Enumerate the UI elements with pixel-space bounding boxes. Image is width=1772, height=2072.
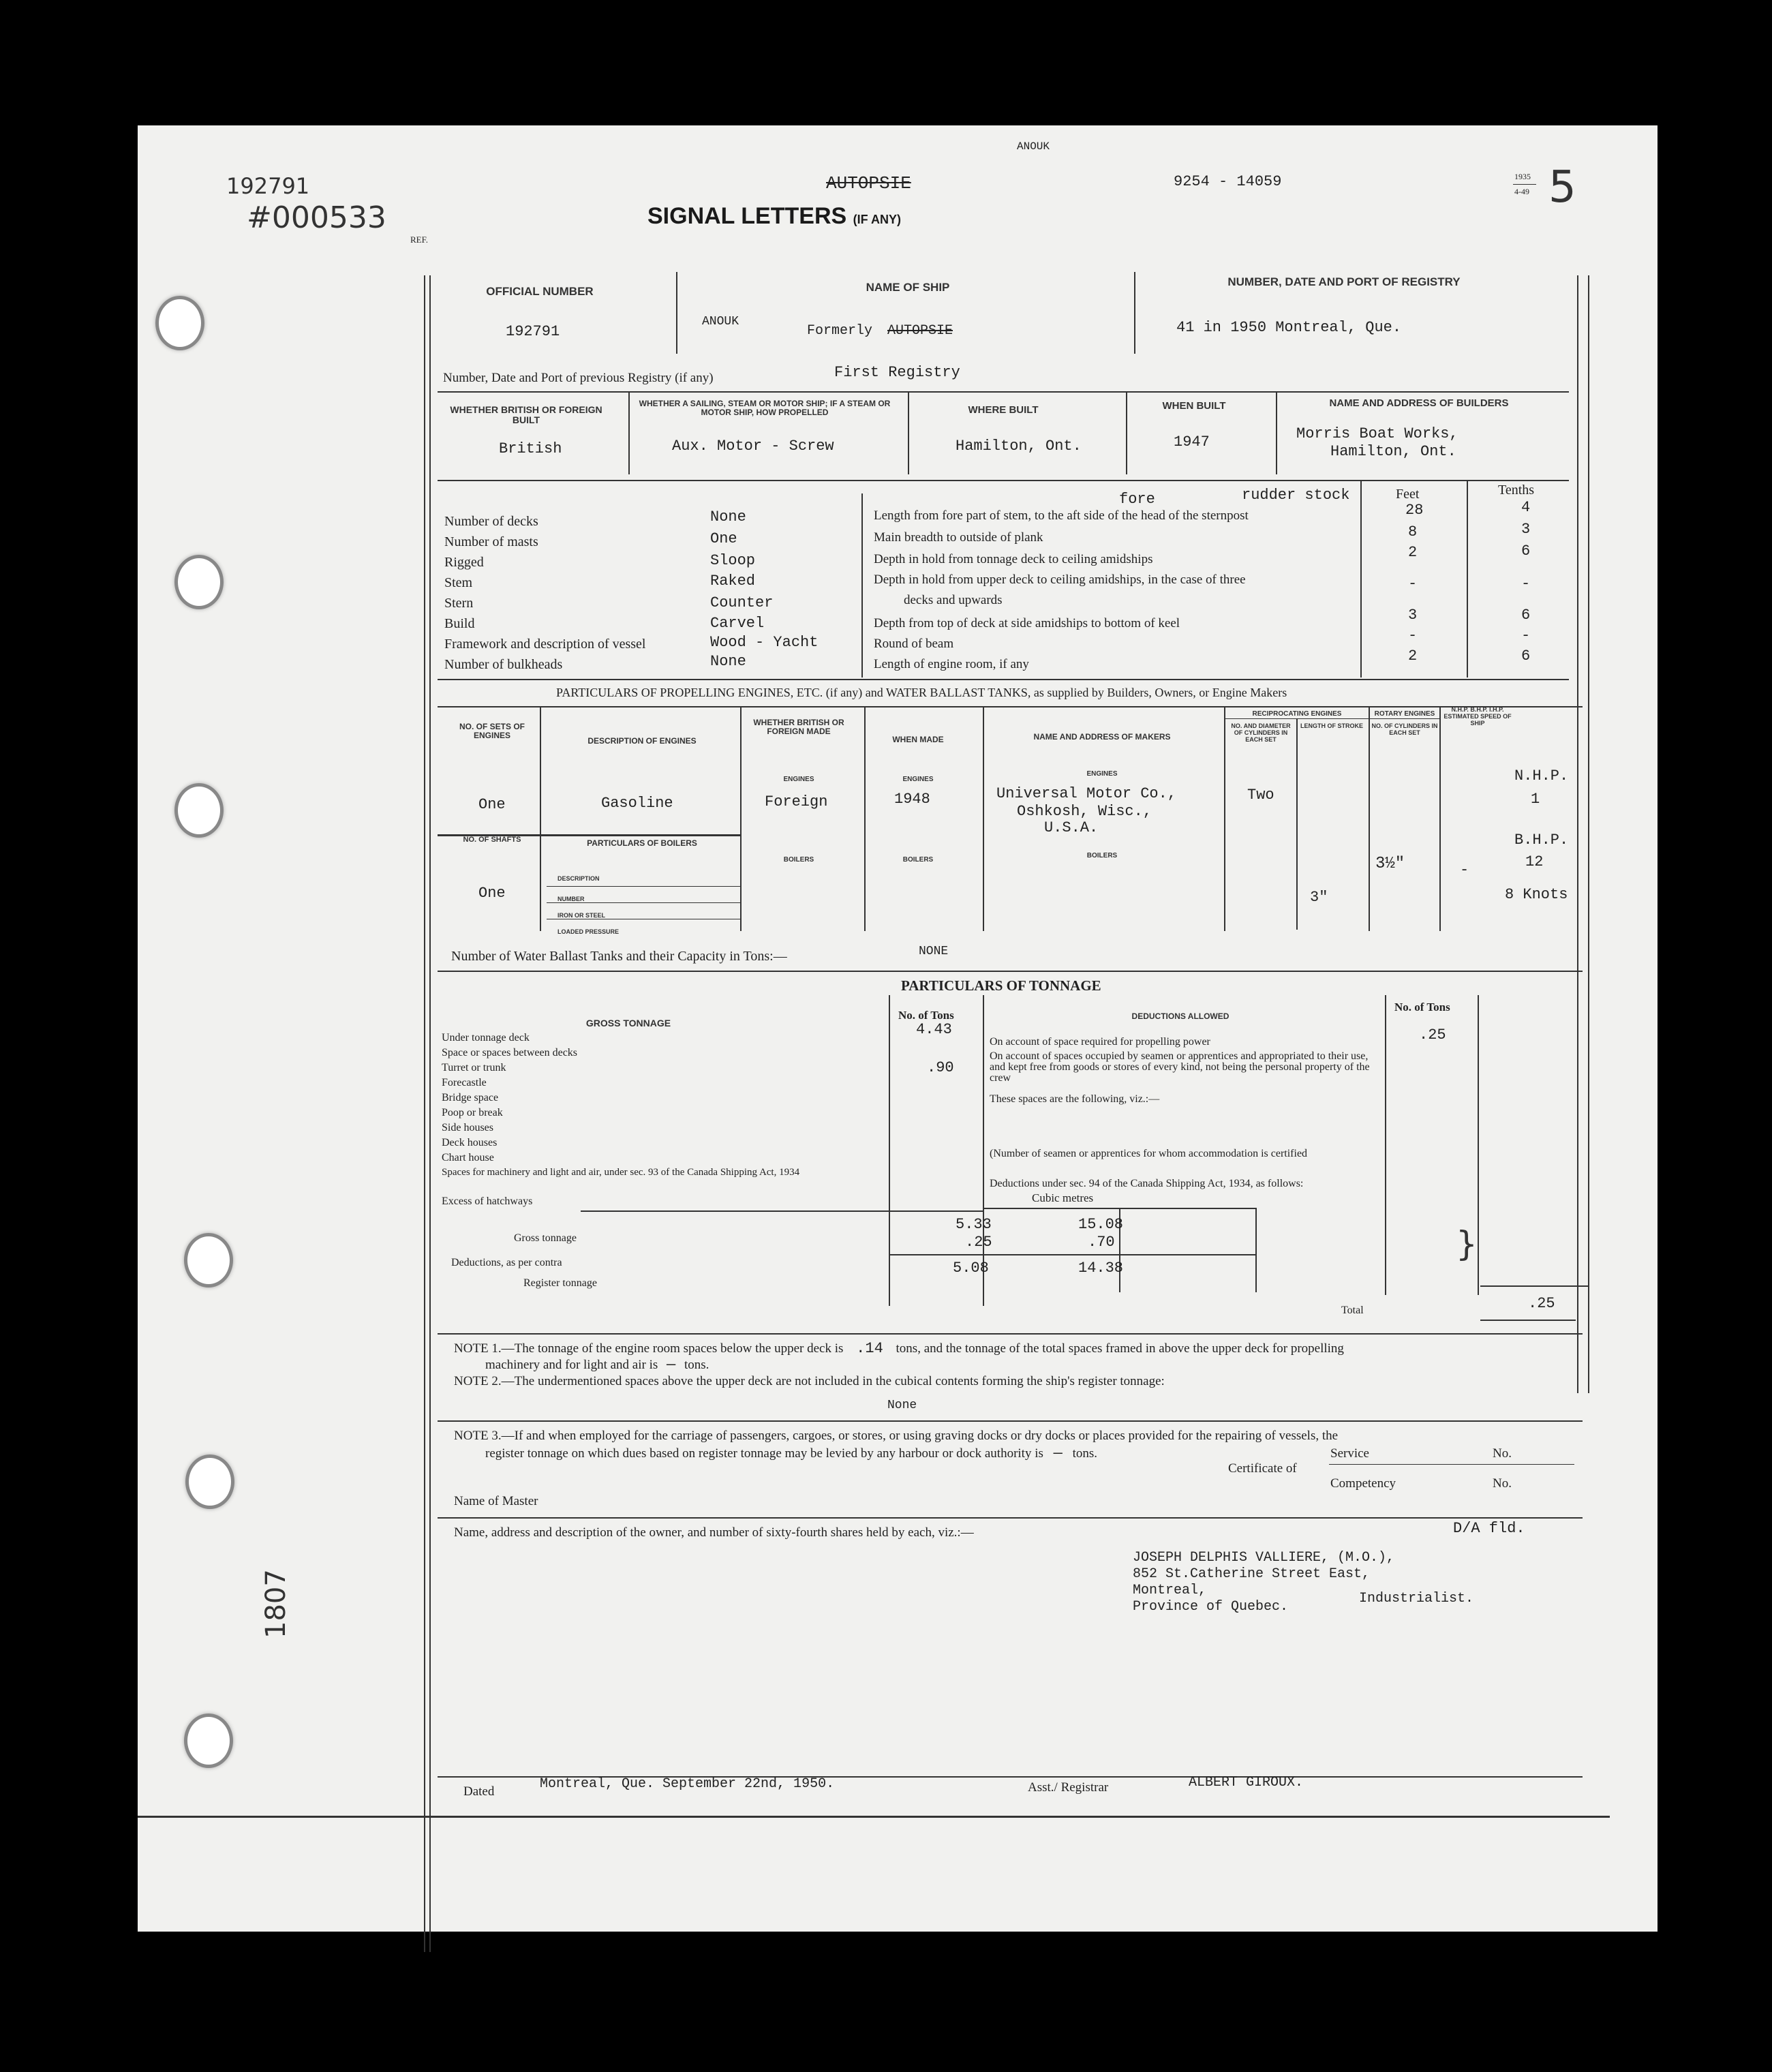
competency-no-label: No.: [1493, 1476, 1512, 1491]
note1-c: machinery and for light and air is: [485, 1358, 658, 1372]
dimension-feet: 28: [1405, 502, 1424, 519]
gross-row-label: Side houses: [442, 1122, 493, 1133]
british-built-label: WHETHER BRITISH OR FOREIGN BUILT: [450, 404, 602, 425]
makers-line-3: U.S.A.: [1044, 819, 1099, 836]
engines-word: ENGINES: [783, 776, 814, 783]
engine-when-label: WHEN MADE: [892, 735, 944, 744]
deduction-row-label: On account of spaces occupied by seamen or apprentices and appropriated to their use, and kept free from goods or stores of every kind, not being the personal property of the crew: [990, 1050, 1370, 1084]
divider: [1126, 393, 1127, 474]
left-margin-rule: [429, 275, 431, 1952]
where-built-label: WHERE BUILT: [968, 404, 1039, 416]
divider: [861, 493, 863, 677]
divider: [864, 706, 866, 931]
rule: [581, 1210, 983, 1212]
dimension-label: Depth in hold from upper deck to ceiling amidships, in the case of three: [874, 573, 1246, 587]
deductions-cubic: .70: [1088, 1234, 1115, 1251]
divider: [1439, 706, 1441, 931]
corner-handwritten: 5: [1548, 162, 1576, 213]
makers-line-1: Universal Motor Co.,: [996, 785, 1177, 802]
dimension-label: Depth from top of deck at side amidships to bottom of keel: [874, 616, 1180, 630]
punch-hole-icon: [184, 1713, 233, 1768]
punch-hole-icon: [174, 783, 224, 838]
british-built-value: British: [499, 440, 562, 457]
cylinders-label: NO. AND DIAMETER OF CYLINDERS IN EACH SET: [1231, 722, 1291, 743]
gross-row-label: Excess of hatchways: [442, 1195, 533, 1207]
particular-value: None: [710, 508, 746, 525]
left-margin-rule: [424, 275, 425, 1952]
particular-value: None: [710, 653, 746, 670]
divider: [1224, 706, 1225, 931]
engine-desc-value: Gasoline: [601, 795, 673, 812]
particular-value: Counter: [710, 594, 774, 611]
power-label: N.H.P. B.H.P. I.H.P. ESTIMATED SPEED OF SHIP: [1443, 706, 1512, 727]
when-built-value: 1947: [1174, 433, 1210, 451]
dimension-label: Main breadth to outside of plank: [874, 530, 1043, 545]
ref-suffix: REF.: [410, 234, 429, 245]
registry-label: NUMBER, DATE AND PORT OF REGISTRY: [1227, 275, 1461, 288]
gross-tonnage-label: Gross tonnage: [514, 1232, 577, 1244]
note3-text-b: [485, 1445, 1097, 1462]
rule: [547, 902, 740, 903]
feet-label: Feet: [1396, 487, 1420, 502]
ballast-label: Number of Water Ballast Tanks and their Capacity in Tons:—: [451, 949, 787, 964]
rule: [1480, 1320, 1576, 1321]
gross-row-label: Deck houses: [442, 1137, 498, 1148]
owner-line-2: 852 St.Catherine Street East,: [1133, 1566, 1371, 1582]
nhp-label: N.H.P.: [1514, 767, 1569, 784]
particular-label: Number of masts: [444, 534, 538, 549]
divider: [1478, 995, 1479, 1295]
note3-value: —: [1053, 1445, 1063, 1462]
note3-text-a: NOTE 3.—If and when employed for the carriage of passengers, cargoes, or stores, or using graving docks or dry docks or places provided for the repairing of vessels, the: [454, 1429, 1339, 1443]
note1-value2: —: [667, 1356, 676, 1373]
handwritten-reference: #000533: [247, 200, 386, 235]
note1-a: NOTE 1.—The tonnage of the engine room spaces below the upper deck is: [454, 1341, 844, 1356]
deduction-row-label: These spaces are the following, viz.:—: [990, 1093, 1160, 1105]
divider: [676, 272, 677, 354]
dimension-tenths: -: [1521, 627, 1531, 644]
divider: [983, 706, 984, 931]
boilers-label: PARTICULARS OF BOILERS: [587, 838, 697, 848]
competency-label: Competency: [1330, 1476, 1396, 1491]
divider: [1134, 272, 1135, 354]
rotary-cylinders-label: NO. OF CYLINDERS IN EACH SET: [1371, 722, 1438, 736]
top-official-number: 192791: [226, 173, 310, 199]
rudder-note: rudder stock: [1242, 487, 1350, 504]
gross-heading: GROSS TONNAGE: [585, 1018, 671, 1029]
engine-when-value: 1948: [894, 791, 930, 808]
gross-row-label: Turret or trunk: [442, 1062, 506, 1073]
recip-label: RECIPROCATING ENGINES: [1252, 710, 1342, 718]
owner-line-3: Montreal,: [1133, 1583, 1207, 1598]
divider: [740, 706, 742, 931]
rule: [438, 971, 1583, 972]
engine-sets-value: One: [478, 796, 506, 813]
note1-value: .14: [856, 1340, 883, 1357]
engines-heading: PARTICULARS OF PROPELLING ENGINES, ETC. (if any) and WATER BALLAST TANKS, as supplied by Builders, Owners, or Engine Makers: [556, 686, 1287, 699]
divider: [628, 393, 630, 474]
formerly-value: AUTOPSIE: [887, 323, 953, 339]
makers-label: NAME AND ADDRESS OF MAKERS: [1033, 732, 1171, 742]
boilers-word: BOILERS: [783, 856, 814, 864]
da-mark: D/A fld.: [1453, 1520, 1525, 1537]
divider: [1276, 393, 1277, 474]
shafts-label: NO. OF SHAFTS: [463, 836, 521, 844]
divider: [540, 706, 541, 931]
particular-value: Wood - Yacht: [710, 634, 819, 651]
tons-heading-right: No. of Tons: [1394, 1001, 1450, 1014]
page-title: [647, 203, 901, 230]
punch-hole-icon: [184, 1233, 233, 1288]
service-label: Service: [1330, 1446, 1369, 1461]
dimension-feet: 2: [1408, 648, 1418, 665]
builders-label: NAME AND ADDRESS OF BUILDERS: [1329, 397, 1509, 409]
service-no-label: No.: [1493, 1446, 1512, 1461]
rule: [889, 1254, 1257, 1255]
gross-tonnage-cubic: 15.08: [1078, 1216, 1124, 1233]
builders-value-2: Hamilton, Ont.: [1330, 443, 1456, 460]
total-value: .25: [1528, 1295, 1555, 1312]
boiler-row-label: LOADED PRESSURE: [557, 928, 620, 935]
boiler-row-label: DESCRIPTION: [557, 875, 600, 882]
dimension-label: Round of beam: [874, 637, 954, 651]
engine-british-label: WHETHER BRITISH OR FOREIGN MADE: [753, 718, 844, 736]
certificate-label: Certificate of: [1228, 1461, 1297, 1476]
ship-name: ANOUK: [702, 315, 739, 329]
rule: [438, 706, 1583, 707]
dimension-tenths: 6: [1521, 648, 1531, 665]
gross-row-label: Under tonnage deck: [442, 1032, 530, 1043]
title-suffix: (IF ANY): [853, 213, 901, 226]
particular-value: Sloop: [710, 552, 756, 569]
gross-row-value: 4.43: [916, 1021, 952, 1038]
shafts-value: One: [478, 885, 506, 902]
bhp-value: 12: [1525, 853, 1544, 870]
divider: [1255, 1208, 1257, 1292]
owner-label: Name, address and description of the owner, and number of sixty-fourth shares held by each, viz.:—: [454, 1525, 974, 1540]
fore-note: fore: [1119, 491, 1155, 508]
engines-word: ENGINES: [902, 776, 934, 783]
punch-hole-icon: [155, 296, 204, 350]
note1-text: [454, 1340, 1344, 1357]
total-box-rule-visible: [1480, 1285, 1589, 1287]
cylinders-value: Two: [1247, 787, 1274, 804]
deduction-row-label: (Number of seamen or apprentices for whom accommodation is certified: [990, 1148, 1308, 1159]
right-margin-rule: [1577, 275, 1578, 1393]
speed-value: 8 Knots: [1505, 886, 1568, 903]
registrar-label: Asst./ Registrar: [1028, 1780, 1109, 1795]
dimension-label: Depth in hold from tonnage deck to ceiling amidships: [874, 552, 1153, 566]
corner-mark-top: 1935: [1514, 172, 1531, 181]
engines-word: ENGINES: [1086, 770, 1118, 778]
dated-value: Montreal, Que. September 22nd, 1950.: [540, 1776, 835, 1792]
dimension-tenths: 6: [1521, 543, 1531, 560]
dimension-label: decks and upwards: [904, 593, 1003, 607]
stroke-label: LENGTH OF STROKE: [1300, 722, 1363, 729]
rule: [547, 886, 740, 887]
note3-tons: tons.: [1072, 1446, 1098, 1461]
side-number: 1807: [260, 1569, 292, 1639]
propulsion-value: Aux. Motor - Screw: [672, 438, 834, 455]
dimension-tenths: 6: [1521, 607, 1531, 624]
engine-british-value: Foreign: [765, 793, 828, 810]
divider: [1467, 480, 1468, 677]
punch-hole-icon: [174, 555, 224, 609]
boiler-row-label: IRON OR STEEL: [557, 912, 606, 919]
note1-text-2: [485, 1356, 709, 1373]
particular-label: Number of decks: [444, 514, 538, 529]
note2-value: None: [887, 1399, 917, 1412]
owner-occupation: Industrialist.: [1359, 1591, 1474, 1606]
ship-name-label: NAME OF SHIP: [866, 281, 950, 294]
tonnage-heading: PARTICULARS OF TONNAGE: [901, 977, 1101, 994]
deductions-label: Deductions, as per contra: [451, 1257, 562, 1268]
dimension-tenths: 4: [1521, 499, 1531, 516]
gross-row-label: Chart house: [442, 1152, 494, 1163]
where-built-value: Hamilton, Ont.: [956, 438, 1082, 455]
note3-b: register tonnage on which dues based on register tonnage may be levied by any harbour or dock authority is: [485, 1446, 1043, 1461]
rule: [1224, 718, 1439, 719]
formerly-label: Formerly: [807, 323, 873, 339]
register-tons: 5.08: [953, 1260, 989, 1277]
previous-registry-value: First Registry: [834, 364, 960, 381]
builders-value-1: Morris Boat Works,: [1296, 425, 1458, 442]
gross-row-label: Bridge space: [442, 1092, 499, 1103]
cubic-label: Cubic metres: [1032, 1191, 1094, 1204]
registrar-value: ALBERT GIROUX.: [1189, 1775, 1304, 1791]
dimension-feet: -: [1408, 575, 1418, 592]
dated-label: Dated: [463, 1784, 495, 1799]
right-margin-rule: [1588, 275, 1589, 1393]
gross-row-label: Poop or break: [442, 1107, 503, 1118]
tenths-label: Tenths: [1498, 483, 1535, 498]
stroke-value: 3½": [1375, 855, 1405, 873]
master-label: Name of Master: [454, 1494, 538, 1508]
rule: [438, 391, 1569, 393]
particular-value: Carvel: [710, 615, 765, 632]
particular-value: Raked: [710, 573, 756, 590]
rule: [438, 480, 1569, 481]
register-label: Register tonnage: [523, 1277, 597, 1289]
bore-value: 3": [1310, 889, 1328, 906]
owner-line-1: JOSEPH DELPHIS VALLIERE, (M.O.),: [1133, 1550, 1395, 1566]
divider: [908, 393, 909, 474]
gross-row-value: .90: [927, 1059, 954, 1076]
boilers-word: BOILERS: [902, 856, 934, 864]
deduction-row-label: Deductions under sec. 94 of the Canada Shipping Act, 1934, as follows:: [990, 1178, 1304, 1189]
divider: [1296, 718, 1298, 930]
dimension-feet: 2: [1408, 544, 1418, 561]
rotary-value: -: [1460, 862, 1469, 879]
engine-sets-label: NO. OF SETS OF ENGINES: [459, 722, 525, 740]
previous-registry-label: Number, Date and Port of previous Registry (if any): [443, 371, 714, 385]
punch-hole-icon: [185, 1454, 234, 1509]
gross-row-label: Spaces for machinery and light and air, under sec. 93 of the Canada Shipping Act, 1934: [442, 1167, 800, 1178]
engine-desc-label: DESCRIPTION OF ENGINES: [587, 736, 697, 746]
bhp-label: B.H.P.: [1514, 832, 1569, 849]
particular-value: One: [710, 530, 737, 547]
rule: [438, 1333, 1583, 1335]
divider: [889, 995, 890, 1306]
rule: [1329, 1464, 1574, 1465]
rule: [438, 1420, 1583, 1422]
ballast-value: NONE: [919, 945, 949, 958]
note2-text: NOTE 2.—The undermentioned spaces above the upper deck are not included in the cubical contents forming the ship's register tonnage:: [454, 1374, 1165, 1388]
nhp-value: 1: [1531, 791, 1540, 808]
corner-mark-rule: [1513, 184, 1536, 185]
gross-tonnage-tons: 5.33: [956, 1216, 992, 1233]
dimension-label: Length of engine room, if any: [874, 657, 1029, 671]
file-reference: 9254 - 14059: [1174, 173, 1282, 190]
particular-label: Stern: [444, 596, 474, 611]
particular-label: Rigged: [444, 555, 484, 570]
deductions-tons: .25: [965, 1234, 992, 1251]
divider: [1385, 995, 1386, 1295]
total-label: Total: [1341, 1305, 1364, 1316]
tons-heading: No. of Tons: [898, 1009, 954, 1022]
divider: [1369, 706, 1370, 931]
boiler-row-label: NUMBER: [557, 896, 585, 902]
boilers-word: BOILERS: [1086, 852, 1118, 859]
note1-b: tons, and the tonnage of the total spaces framed in above the upper deck for propelling: [896, 1341, 1344, 1356]
registry-document: [138, 125, 1658, 1932]
rule: [438, 679, 1569, 680]
propelling-value: .25: [1419, 1026, 1446, 1043]
ship-name-stamp: ANOUK: [1017, 140, 1050, 153]
brace-mark: }: [1456, 1224, 1478, 1264]
when-built-label: WHEN BUILT: [1162, 400, 1226, 412]
official-number: 192791: [506, 323, 560, 340]
corner-mark-bottom: 4-49: [1514, 187, 1529, 196]
rule: [438, 1517, 1583, 1519]
note1-d: tons.: [684, 1358, 709, 1372]
divider: [1360, 480, 1362, 677]
dimension-tenths: 3: [1521, 521, 1531, 538]
particular-label: Stem: [444, 575, 473, 590]
particular-label: Number of bulkheads: [444, 657, 563, 672]
dimension-label: Length from fore part of stem, to the aft side of the head of the sternpost: [874, 508, 1249, 523]
deduction-row-label: On account of space required for propelling power: [990, 1036, 1210, 1048]
gross-row-label: Space or spaces between decks: [442, 1047, 578, 1058]
registry-value: 41 in 1950 Montreal, Que.: [1176, 319, 1402, 336]
particular-label: Framework and description of vessel: [444, 637, 646, 652]
rotary-label: ROTARY ENGINES: [1374, 710, 1435, 718]
particular-label: Build: [444, 616, 475, 631]
dimension-tenths: -: [1521, 575, 1531, 592]
former-name-struck: AUTOPSIE: [826, 173, 911, 194]
rule: [138, 1816, 1610, 1818]
gross-row-label: Forecastle: [442, 1077, 487, 1088]
dimension-feet: -: [1408, 627, 1418, 644]
register-cubic: 14.38: [1078, 1260, 1124, 1277]
title-text: SIGNAL LETTERS: [647, 203, 847, 229]
owner-line-4: Province of Quebec.: [1133, 1599, 1289, 1615]
propulsion-label: WHETHER A SAILING, STEAM OR MOTOR SHIP; IF A STEAM OR MOTOR SHIP, HOW PROPELLED: [639, 399, 891, 417]
deductions-heading: DEDUCTIONS ALLOWED: [1131, 1011, 1229, 1021]
official-number-label: OFFICIAL NUMBER: [486, 285, 594, 298]
dimension-feet: 8: [1408, 523, 1418, 540]
dimension-feet: 3: [1408, 607, 1418, 624]
makers-line-2: Oshkosh, Wisc.,: [1017, 803, 1152, 820]
